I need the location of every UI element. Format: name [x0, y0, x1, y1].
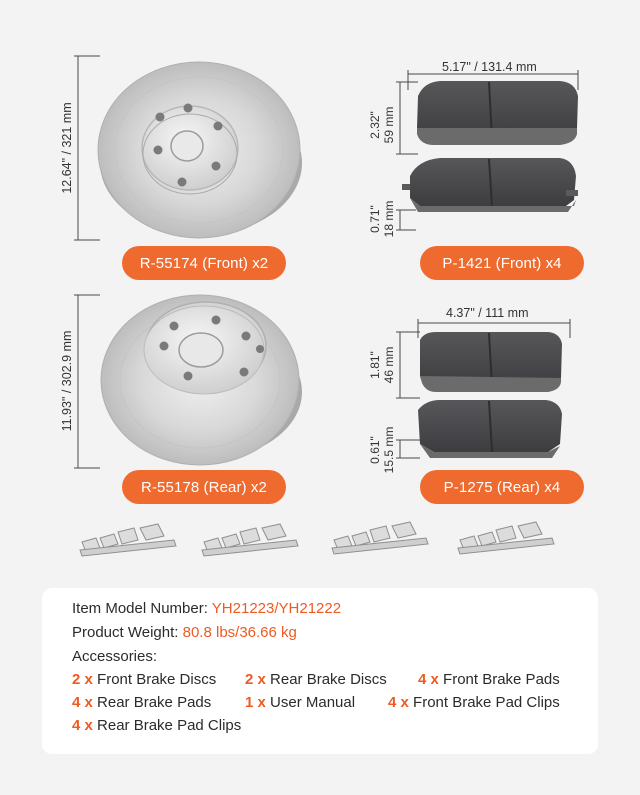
accessory-item	[245, 694, 355, 711]
rear-pad-thickness	[368, 414, 396, 486]
accessory-name: Rear Brake Pad Clips	[97, 717, 242, 734]
rear-pad-height-in: 1.81"	[368, 351, 382, 379]
model-number-value: YH21223/YH21222	[211, 600, 342, 617]
front-pad-height-in: 2.32"	[368, 111, 382, 139]
front-pad-height-mm: 59 mm	[382, 106, 396, 144]
accessory-qty: 4 x	[418, 671, 439, 688]
rear-pad-width: 4.37" / 111 mm	[446, 306, 529, 320]
accessory-name: Rear Brake Pads	[97, 694, 212, 711]
model-number-label: Item Model Number:	[72, 600, 208, 617]
front-pad-height	[368, 89, 396, 161]
front-pad-thick-in: 0.71"	[368, 205, 382, 233]
weight-value: 80.8 lbs/36.66 kg	[182, 624, 297, 641]
rear-pad-height-mm: 46 mm	[382, 346, 396, 384]
pad-clips-image	[80, 522, 554, 556]
accessory-qty: 1 x	[245, 694, 266, 711]
accessory-name: Front Brake Discs	[97, 671, 217, 688]
accessory-item	[72, 671, 216, 688]
front-rotor-image	[98, 62, 302, 238]
front-pad-label: P-1421 (Front) x4	[420, 246, 584, 280]
rotor-dimension-lines	[74, 56, 100, 468]
front-pad-width: 5.17" / 131.4 mm	[442, 60, 537, 74]
front-rotor-label: R-55174 (Front) x2	[122, 246, 286, 280]
accessories-label: Accessories:	[72, 648, 158, 665]
weight-line	[72, 624, 297, 641]
accessory-qty: 2 x	[245, 671, 266, 688]
accessory-item	[72, 717, 241, 734]
accessory-qty: 4 x	[72, 717, 93, 734]
rear-pad-label: P-1275 (Rear) x4	[420, 470, 584, 504]
accessory-name: Front Brake Pads	[443, 671, 560, 688]
front-pads-image	[402, 81, 578, 212]
accessory-qty: 4 x	[72, 694, 93, 711]
rear-rotor-image	[101, 295, 302, 465]
front-pad-thick-mm: 18 mm	[382, 200, 396, 238]
accessory-name: Front Brake Pad Clips	[413, 694, 560, 711]
rear-rotor-diameter: 11.93" / 302.9 mm	[60, 330, 74, 432]
accessory-qty: 2 x	[72, 671, 93, 688]
accessory-item	[72, 694, 211, 711]
accessory-item	[418, 671, 560, 688]
accessory-item	[388, 694, 560, 711]
weight-label: Product Weight:	[72, 624, 179, 641]
accessory-name: Rear Brake Discs	[270, 671, 387, 688]
model-number-line	[72, 600, 341, 617]
front-rotor-diameter: 12.64" / 321 mm	[60, 102, 74, 194]
rear-pad-height	[368, 329, 396, 401]
rear-pad-thick-in: 0.61"	[368, 436, 382, 464]
accessory-item	[245, 671, 387, 688]
rear-pads-image	[418, 332, 562, 458]
rear-rotor-label: R-55178 (Rear) x2	[122, 470, 286, 504]
rear-pad-thick-mm: 15.5 mm	[382, 426, 396, 474]
accessory-qty: 4 x	[388, 694, 409, 711]
accessory-name: User Manual	[270, 694, 356, 711]
front-pad-thickness	[368, 189, 396, 249]
